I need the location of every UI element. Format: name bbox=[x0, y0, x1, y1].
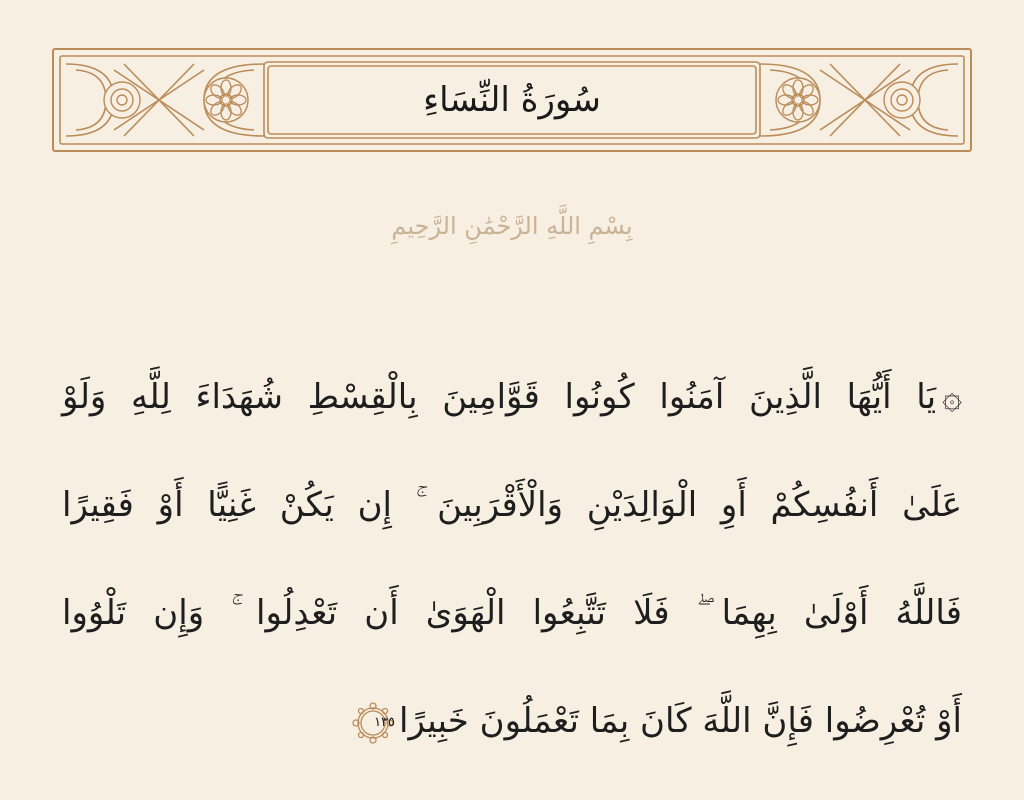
verse-line-4-text: أَوْ تُعْرِضُوا فَإِنَّ اللَّهَ كَانَ بِمَا تَعْمَلُونَ خَبِيرًا bbox=[399, 701, 962, 741]
verse-line-4 bbox=[62, 676, 962, 784]
surah-title-panel bbox=[316, 62, 708, 138]
verse-line-2: عَلَىٰ أَنفُسِكُمْ أَوِ الْوَالِدَيْنِ وَالْأَقْرَبِينَ ۚ إِن يَكُنْ غَنِيًّا أَوْ فَقِيرًا bbox=[62, 485, 962, 525]
surah-title: سُورَةُ النِّسَاءِ bbox=[423, 80, 601, 120]
verse-line-1-text: يَا أَيُّهَا الَّذِينَ آمَنُوا كُونُوا قَوَّامِينَ بِالْقِسْطِ شُهَدَاءَ لِلَّهِ وَلَوْ bbox=[62, 377, 937, 417]
surah-header-frame bbox=[52, 48, 972, 152]
verse-line-3: فَاللَّهُ أَوْلَىٰ بِهِمَا ۖ فَلَا تَتَّبِعُوا الْهَوَىٰ أَن تَعْدِلُوا ۚ وَإِن تَلْوُوا bbox=[62, 593, 962, 633]
ayah-number-marker bbox=[351, 701, 395, 745]
verse-line-1 bbox=[62, 352, 962, 460]
verse-block bbox=[62, 352, 962, 784]
sajda-mark: ۞ bbox=[942, 377, 962, 417]
basmala: بِسْمِ اللَّهِ الرَّحْمَٰنِ الرَّحِيمِ bbox=[391, 212, 633, 240]
ayah-number: ١٣٥ bbox=[374, 714, 396, 730]
